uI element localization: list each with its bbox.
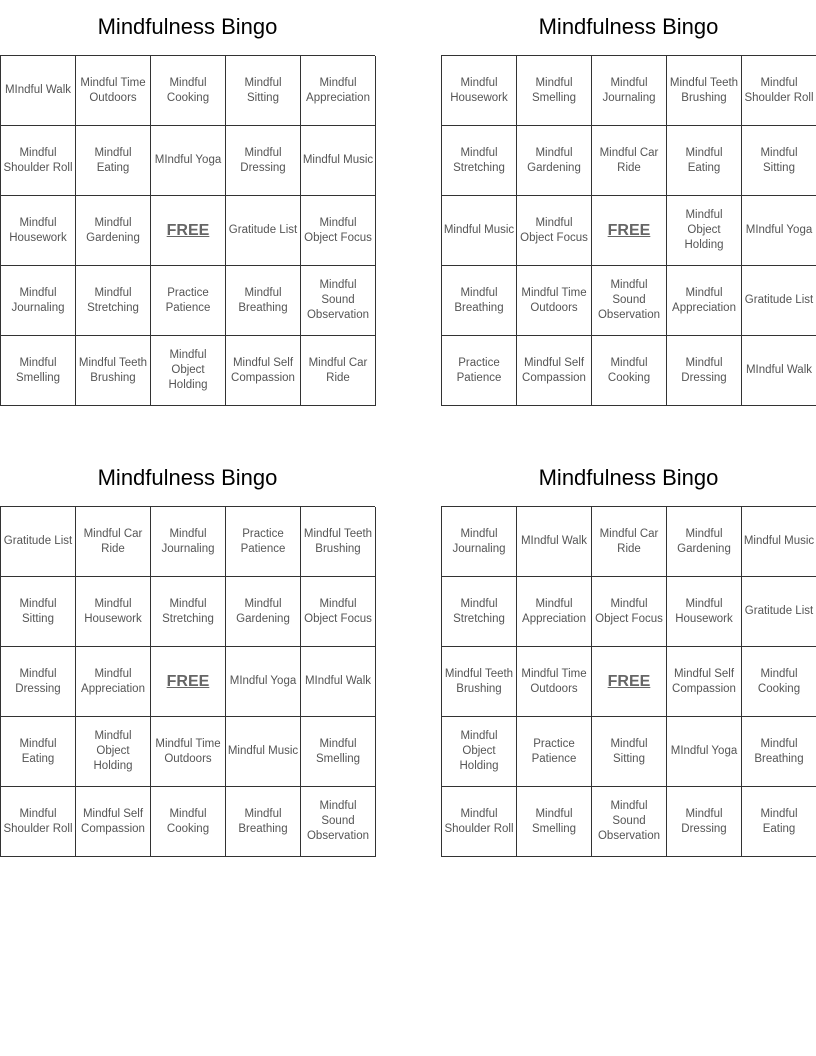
bingo-cell: Mindful Car Ride xyxy=(592,126,667,196)
bingo-cell: Mindful Breathing xyxy=(742,717,816,787)
bingo-cell: Mindful Eating xyxy=(667,126,742,196)
bingo-cell: Mindful Object Holding xyxy=(151,336,226,406)
bingo-cell: Mindful Object Focus xyxy=(301,577,376,647)
bingo-cell: Mindful Appreciation xyxy=(517,577,592,647)
bingo-cell: Mindful Teeth Brushing xyxy=(301,507,376,577)
bingo-cell: Mindful Dressing xyxy=(667,787,742,857)
bingo-cell: Mindful Object Holding xyxy=(667,196,742,266)
bingo-cell: Mindful Journaling xyxy=(1,266,76,336)
bingo-cell: Mindful Car Ride xyxy=(301,336,376,406)
bingo-cell: Mindful Appreciation xyxy=(301,56,376,126)
bingo-cell: Mindful Journaling xyxy=(151,507,226,577)
bingo-cell: MIndful Yoga xyxy=(667,717,742,787)
bingo-cell: Mindful Music xyxy=(226,717,301,787)
bingo-cell: Mindful Time Outdoors xyxy=(517,266,592,336)
bingo-cell: MIndful Yoga xyxy=(742,196,816,266)
bingo-cell: Mindful Music xyxy=(742,507,816,577)
bingo-cell: Mindful Gardening xyxy=(517,126,592,196)
bingo-cell: Mindful Stretching xyxy=(442,126,517,196)
bingo-cell: Mindful Car Ride xyxy=(592,507,667,577)
bingo-cell: Mindful Object Focus xyxy=(301,196,376,266)
bingo-cell: MIndful Yoga xyxy=(151,126,226,196)
bingo-cell: Gratitude List xyxy=(226,196,301,266)
bingo-cell: Mindful Housework xyxy=(1,196,76,266)
bingo-card-3 xyxy=(0,451,375,857)
bingo-cell: Mindful Object Holding xyxy=(76,717,151,787)
bingo-cell: Mindful Self Compassion xyxy=(667,647,742,717)
bingo-cell: Mindful Appreciation xyxy=(76,647,151,717)
bingo-cell: Mindful Sitting xyxy=(742,126,816,196)
bingo-cell: Mindful Housework xyxy=(667,577,742,647)
bingo-cell: Mindful Teeth Brushing xyxy=(667,56,742,126)
card-title: Mindfulness Bingo xyxy=(97,14,278,39)
bingo-cell: Mindful Smelling xyxy=(517,787,592,857)
free-space: FREE xyxy=(592,647,667,717)
bingo-cell: MIndful Walk xyxy=(301,647,376,717)
bingo-cell: Mindful Self Compassion xyxy=(76,787,151,857)
bingo-cell: Mindful Object Focus xyxy=(517,196,592,266)
bingo-cell: Mindful Shoulder Roll xyxy=(742,56,816,126)
bingo-cell: Mindful Gardening xyxy=(667,507,742,577)
free-space: FREE xyxy=(151,647,226,717)
bingo-cell: Practice Patience xyxy=(517,717,592,787)
bingo-cell: Mindful Sitting xyxy=(1,577,76,647)
bingo-cell: Mindful Dressing xyxy=(226,126,301,196)
bingo-cell: Mindful Teeth Brushing xyxy=(442,647,517,717)
bingo-cell: MIndful Walk xyxy=(742,336,816,406)
bingo-grid xyxy=(441,506,816,857)
bingo-cell: Mindful Dressing xyxy=(667,336,742,406)
bingo-cell: Mindful Self Compassion xyxy=(226,336,301,406)
card-title: Mindfulness Bingo xyxy=(97,465,278,490)
bingo-cell: Gratitude List xyxy=(742,577,816,647)
bingo-cell: Mindful Sitting xyxy=(592,717,667,787)
bingo-cell: Mindful Journaling xyxy=(592,56,667,126)
bingo-cell: Practice Patience xyxy=(151,266,226,336)
bingo-cell: Mindful Breathing xyxy=(226,787,301,857)
bingo-cell: Gratitude List xyxy=(1,507,76,577)
bingo-cell: MIndful Walk xyxy=(1,56,76,126)
bingo-cell: Mindful Shoulder Roll xyxy=(1,787,76,857)
bingo-cell: Mindful Time Outdoors xyxy=(517,647,592,717)
bingo-card-1 xyxy=(0,0,375,406)
bingo-cell: Mindful Dressing xyxy=(1,647,76,717)
bingo-cell: Mindful Eating xyxy=(742,787,816,857)
bingo-cell: Mindful Time Outdoors xyxy=(151,717,226,787)
bingo-card-4 xyxy=(441,451,816,857)
bingo-cell: Mindful Music xyxy=(442,196,517,266)
bingo-cell: Mindful Smelling xyxy=(1,336,76,406)
bingo-cell: MIndful Yoga xyxy=(226,647,301,717)
bingo-cell: Mindful Gardening xyxy=(226,577,301,647)
bingo-cell: Mindful Car Ride xyxy=(76,507,151,577)
bingo-cell: Practice Patience xyxy=(226,507,301,577)
bingo-cell: Mindful Journaling xyxy=(442,507,517,577)
bingo-cell: Practice Patience xyxy=(442,336,517,406)
bingo-cell: Mindful Stretching xyxy=(442,577,517,647)
bingo-cell: Mindful Sound Observation xyxy=(301,787,376,857)
bingo-cell: Mindful Cooking xyxy=(592,336,667,406)
bingo-cell: Mindful Object Holding xyxy=(442,717,517,787)
bingo-cell: Mindful Sound Observation xyxy=(301,266,376,336)
bingo-cell: Mindful Cooking xyxy=(742,647,816,717)
bingo-cell: Mindful Gardening xyxy=(76,196,151,266)
bingo-cell: Mindful Music xyxy=(301,126,376,196)
bingo-cell: Mindful Housework xyxy=(76,577,151,647)
bingo-card-2 xyxy=(441,0,816,406)
free-space: FREE xyxy=(592,196,667,266)
bingo-cell: Mindful Self Compassion xyxy=(517,336,592,406)
bingo-cell: Mindful Sitting xyxy=(226,56,301,126)
free-space: FREE xyxy=(151,196,226,266)
bingo-cell: Mindful Smelling xyxy=(301,717,376,787)
bingo-cell: Mindful Eating xyxy=(76,126,151,196)
bingo-cell: Gratitude List xyxy=(742,266,816,336)
bingo-cell: Mindful Shoulder Roll xyxy=(1,126,76,196)
bingo-grid xyxy=(441,55,816,406)
bingo-cell: Mindful Housework xyxy=(442,56,517,126)
bingo-cell: Mindful Teeth Brushing xyxy=(76,336,151,406)
bingo-cell: Mindful Sound Observation xyxy=(592,266,667,336)
card-title: Mindfulness Bingo xyxy=(538,465,719,490)
bingo-cell: MIndful Walk xyxy=(517,507,592,577)
bingo-cell: Mindful Object Focus xyxy=(592,577,667,647)
bingo-cell: Mindful Sound Observation xyxy=(592,787,667,857)
bingo-cell: Mindful Shoulder Roll xyxy=(442,787,517,857)
bingo-cell: Mindful Eating xyxy=(1,717,76,787)
bingo-cell: Mindful Cooking xyxy=(151,56,226,126)
bingo-cell: Mindful Breathing xyxy=(442,266,517,336)
card-title: Mindfulness Bingo xyxy=(538,14,719,39)
bingo-cell: Mindful Stretching xyxy=(151,577,226,647)
bingo-cell: Mindful Appreciation xyxy=(667,266,742,336)
bingo-cell: Mindful Breathing xyxy=(226,266,301,336)
bingo-grid xyxy=(0,506,375,857)
bingo-cell: Mindful Stretching xyxy=(76,266,151,336)
bingo-cell: Mindful Smelling xyxy=(517,56,592,126)
bingo-cell: Mindful Time Outdoors xyxy=(76,56,151,126)
bingo-cell: Mindful Cooking xyxy=(151,787,226,857)
bingo-grid xyxy=(0,55,375,406)
